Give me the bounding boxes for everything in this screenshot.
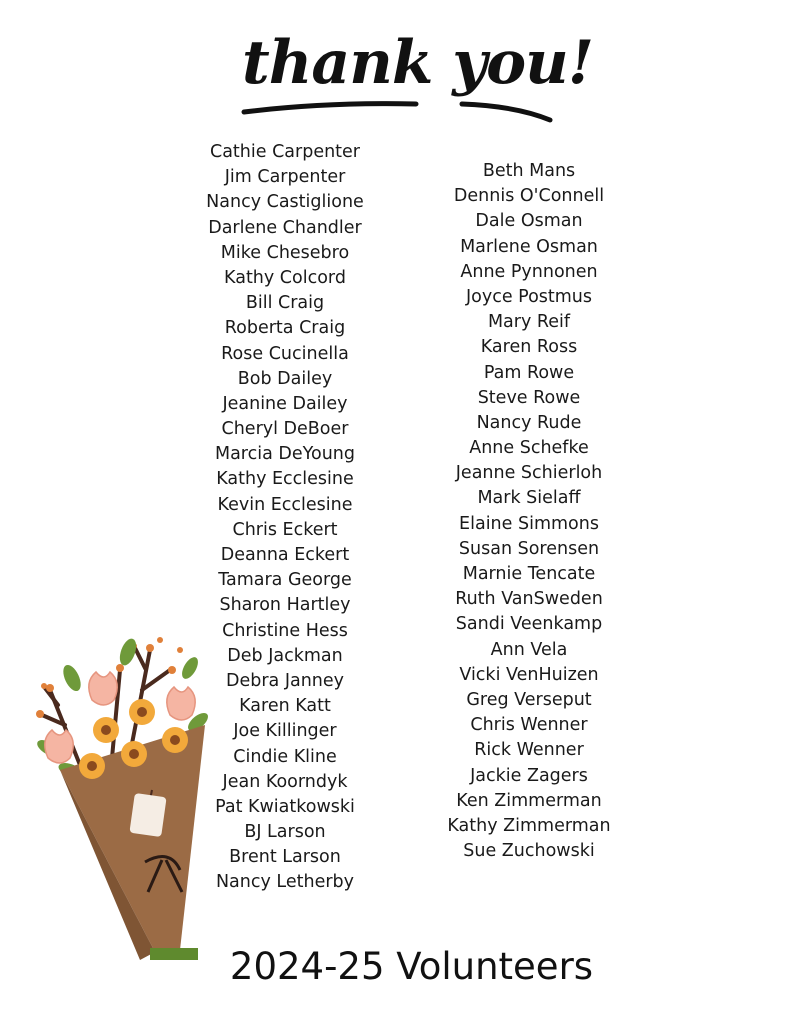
volunteer-name: Marcia DeYoung: [214, 444, 355, 465]
volunteer-name: Dale Osman: [475, 211, 583, 232]
volunteer-name: Mary Reif: [487, 312, 571, 333]
volunteer-name: Nancy Rude: [476, 412, 582, 433]
volunteer-name: Bob Dailey: [237, 368, 333, 389]
volunteer-name: Sandi Veenkamp: [455, 614, 603, 635]
volunteer-name: Karen Katt: [239, 696, 331, 717]
volunteer-name: Jackie Zagers: [470, 765, 588, 786]
volunteer-name: Susan Sorensen: [458, 538, 600, 559]
volunteer-name: Karen Ross: [480, 337, 578, 358]
volunteer-name: Anne Pynnonen: [460, 261, 598, 282]
volunteer-name: Tamara George: [218, 570, 352, 591]
volunteer-name: Kathy Colcord: [224, 267, 346, 288]
volunteer-name: Beth Mans: [482, 161, 576, 181]
volunteer-name: Nancy Letherby: [215, 872, 355, 893]
volunteer-name: Nancy Castiglione: [206, 192, 364, 213]
footer-caption: 2024-25 Volunteers: [229, 945, 594, 988]
volunteer-name: Anne Schefke: [469, 438, 589, 459]
volunteer-name: BJ Larson: [244, 822, 326, 843]
volunteer-name: Christine Hess: [222, 620, 348, 641]
volunteer-name: Cathie Carpenter: [209, 142, 360, 162]
volunteer-name: Darlene Chandler: [208, 217, 362, 238]
volunteer-name: Jim Carpenter: [224, 167, 346, 188]
volunteer-name: Pam Rowe: [483, 362, 575, 383]
volunteer-name: Marnie Tencate: [462, 564, 596, 584]
volunteer-name: Roberta Craig: [224, 318, 346, 339]
volunteer-name: Elaine Simmons: [459, 513, 599, 534]
volunteer-name: Ruth VanSweden: [455, 589, 603, 610]
volunteer-name: Bill Craig: [245, 293, 325, 314]
volunteer-name: Cindie Kline: [233, 746, 337, 767]
volunteer-name: Jeanine Dailey: [222, 393, 348, 414]
volunteer-name: Sharon Hartley: [219, 595, 351, 616]
volunteer-name: Dennis O'Connell: [453, 186, 605, 207]
underline-swash: [236, 28, 566, 128]
volunteer-name: Mike Chesebro: [220, 242, 350, 263]
volunteer-name: Vicki VenHuizen: [459, 664, 599, 685]
gift-tag: [129, 793, 166, 837]
volunteer-name: Ken Zimmerman: [456, 790, 602, 811]
volunteer-name: Jeanne Schierloh: [455, 463, 603, 484]
volunteer-name: Kevin Ecclesine: [217, 494, 353, 515]
volunteer-name: Brent Larson: [229, 847, 341, 868]
volunteer-name: Kathy Zimmerman: [447, 815, 611, 836]
volunteer-name: Cheryl DeBoer: [221, 419, 349, 440]
volunteer-name: Kathy Ecclesine: [216, 469, 354, 490]
volunteer-name: Ann Vela: [490, 639, 568, 660]
volunteer-name: Sue Zuchowski: [463, 841, 595, 862]
volunteer-name: Marlene Osman: [460, 236, 598, 257]
volunteer-name: Chris Wenner: [470, 715, 588, 736]
volunteer-name: Pat Kwiatkowski: [215, 796, 355, 817]
volunteer-name: Jean Koorndyk: [222, 771, 348, 792]
volunteer-name: Greg Verseput: [466, 689, 592, 710]
volunteer-name: Joe Killinger: [233, 721, 337, 742]
volunteer-name: Rick Wenner: [474, 740, 584, 761]
volunteer-list-right: [424, 159, 634, 864]
volunteer-name: Mark Sielaff: [477, 488, 581, 509]
volunteer-name: Steve Rowe: [477, 387, 581, 408]
volunteer-name: Joyce Postmus: [465, 286, 593, 307]
thank-you-text: thank you!: [242, 28, 594, 98]
volunteer-name: Chris Eckert: [232, 519, 338, 540]
flower-bouquet-icon: [30, 630, 220, 980]
volunteer-name: Deb Jackman: [227, 645, 343, 666]
volunteer-name: Rose Cucinella: [221, 343, 349, 364]
volunteer-name: Deanna Eckert: [220, 545, 350, 565]
volunteer-name: Debra Janney: [225, 670, 345, 691]
thank-you-heading: [236, 28, 594, 128]
